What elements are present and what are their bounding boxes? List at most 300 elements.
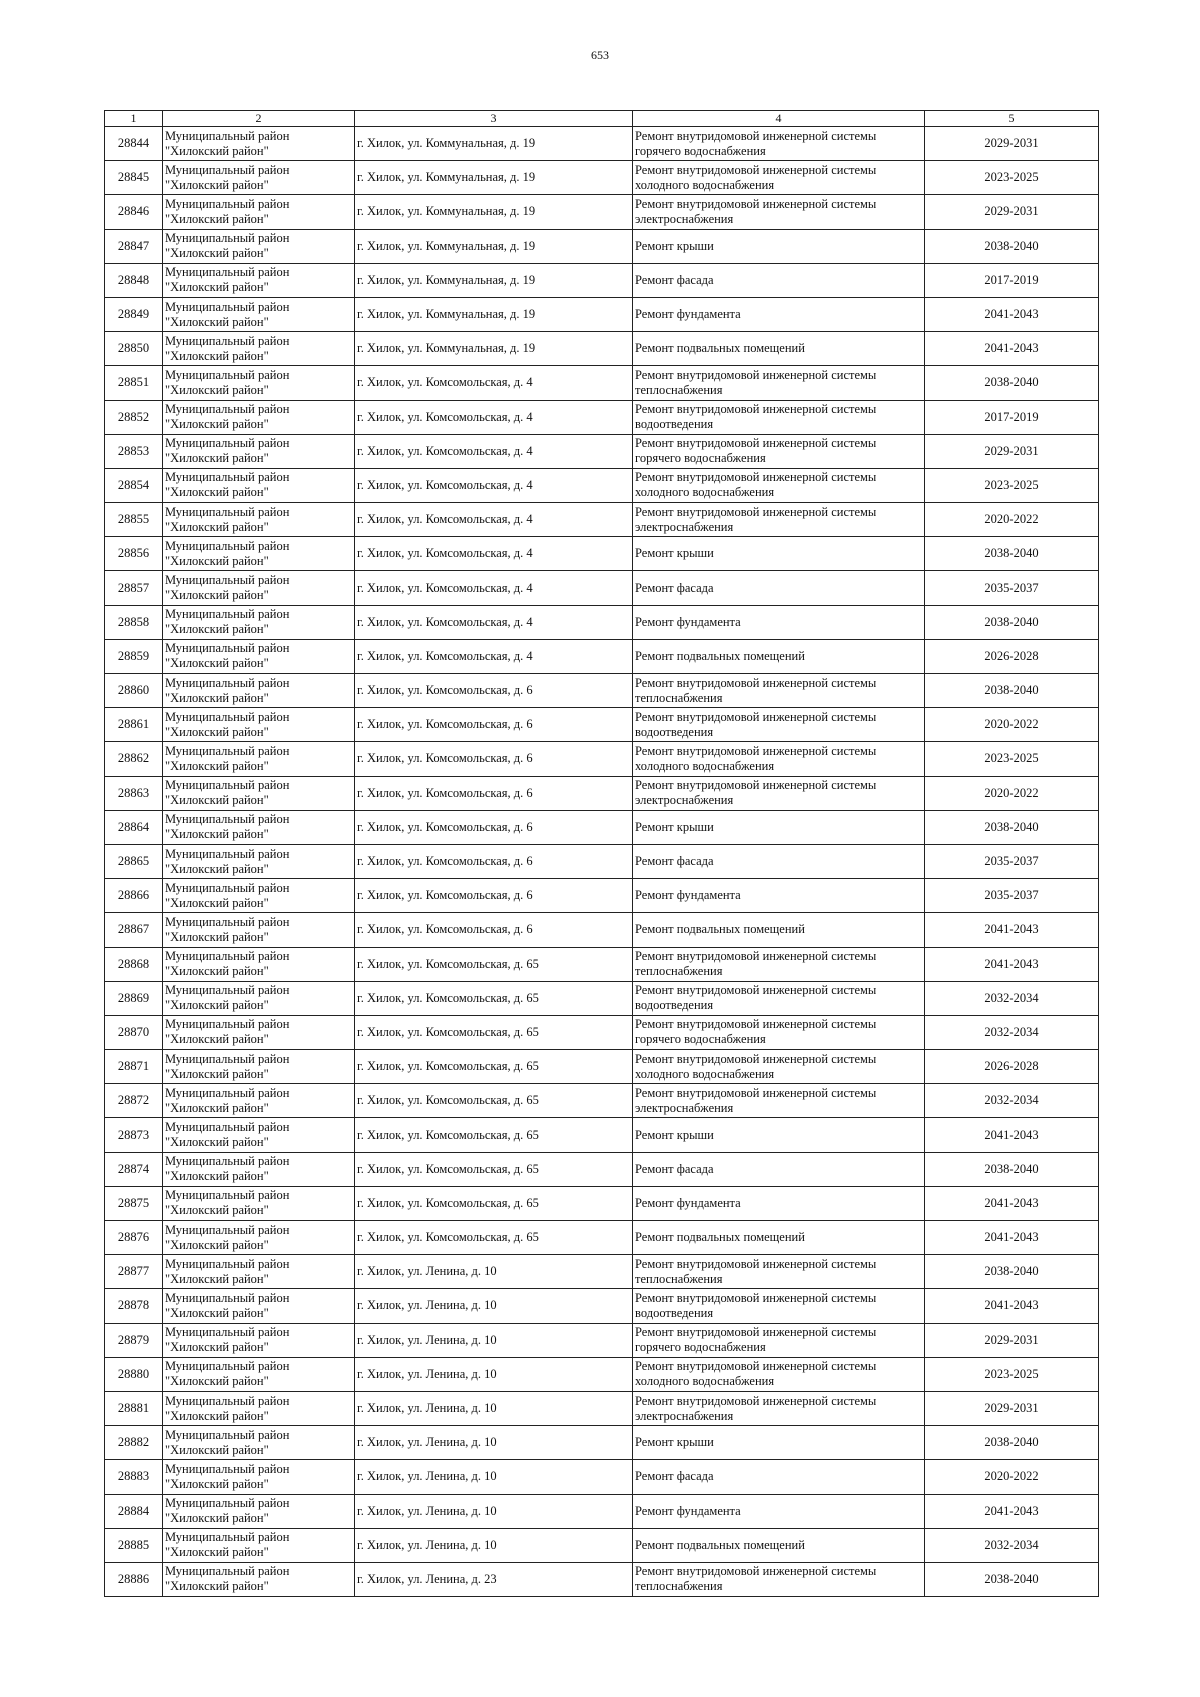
region-line: Муниципальный район (165, 1085, 290, 1100)
row-number: 28873 (105, 1118, 163, 1152)
region-line: "Хилокский район" (165, 211, 269, 226)
work-type-line: Ремонт крыши (635, 238, 714, 253)
work-type-cell (633, 1494, 925, 1528)
work-type-line: Ремонт внутридомовой инженерной системы (635, 470, 877, 485)
work-type-line: холодного водоснабжения (635, 485, 775, 500)
region-line: "Хилокский район" (165, 417, 269, 432)
work-type-cell (633, 571, 925, 605)
work-type-line: Ремонт внутридомовой инженерной системы (635, 504, 877, 519)
table-row (105, 639, 1099, 673)
work-type-line: Ремонт внутридомовой инженерной системы (635, 983, 877, 998)
period-cell: 2035-2037 (925, 571, 1099, 605)
work-type-line: теплоснабжения (635, 1579, 723, 1594)
row-number: 28880 (105, 1357, 163, 1391)
region-cell (163, 127, 355, 161)
row-number: 28870 (105, 1015, 163, 1049)
work-type-line: горячего водоснабжения (635, 1340, 766, 1355)
work-type-line: Ремонт внутридомовой инженерной системы (635, 196, 877, 211)
table-row (105, 1050, 1099, 1084)
row-number: 28877 (105, 1255, 163, 1289)
work-type-line: Ремонт внутридомовой инженерной системы (635, 675, 877, 690)
address-cell: г. Хилок, ул. Комсомольская, д. 6 (355, 776, 633, 810)
region-line: "Хилокский район" (165, 622, 269, 637)
work-type-cell (633, 332, 925, 366)
work-type-line: Ремонт внутридомовой инженерной системы (635, 743, 877, 758)
region-cell (163, 1494, 355, 1528)
region-line: "Хилокский район" (165, 1271, 269, 1286)
region-cell (163, 1186, 355, 1220)
period-cell: 2041-2043 (925, 913, 1099, 947)
period-cell: 2023-2025 (925, 1357, 1099, 1391)
region-line: Муниципальный район (165, 641, 290, 656)
work-type-line: Ремонт внутридомовой инженерной системы (635, 709, 877, 724)
row-number: 28869 (105, 981, 163, 1015)
period-cell: 2020-2022 (925, 503, 1099, 537)
period-cell: 2041-2043 (925, 1221, 1099, 1255)
work-type-line: электроснабжения (635, 519, 734, 534)
work-type-line: Ремонт внутридомовой инженерной системы (635, 436, 877, 451)
row-number: 28847 (105, 229, 163, 263)
table-row (105, 297, 1099, 331)
work-type-line: Ремонт фасада (635, 1161, 714, 1176)
period-cell: 2041-2043 (925, 332, 1099, 366)
period-cell: 2023-2025 (925, 742, 1099, 776)
work-type-cell (633, 1118, 925, 1152)
region-cell (163, 571, 355, 605)
region-line: Муниципальный район (165, 1051, 290, 1066)
column-number-row (105, 111, 1099, 127)
region-cell (163, 1323, 355, 1357)
work-type-cell (633, 1050, 925, 1084)
region-line: Муниципальный район (165, 949, 290, 964)
period-cell: 2029-2031 (925, 1391, 1099, 1425)
work-type-cell (633, 1391, 925, 1425)
region-line: Муниципальный район (165, 778, 290, 793)
work-type-line: Ремонт крыши (635, 1435, 714, 1450)
period-cell: 2038-2040 (925, 1152, 1099, 1186)
address-cell: г. Хилок, ул. Коммунальная, д. 19 (355, 332, 633, 366)
work-type-line: Ремонт подвальных помещений (635, 1537, 805, 1552)
row-number: 28874 (105, 1152, 163, 1186)
address-cell: г. Хилок, ул. Ленина, д. 10 (355, 1391, 633, 1425)
row-number: 28848 (105, 263, 163, 297)
region-cell (163, 1015, 355, 1049)
period-cell: 2035-2037 (925, 879, 1099, 913)
work-type-line: теплоснабжения (635, 382, 723, 397)
work-type-cell (633, 605, 925, 639)
address-cell: г. Хилок, ул. Ленина, д. 10 (355, 1289, 633, 1323)
address-cell: г. Хилок, ул. Комсомольская, д. 4 (355, 434, 633, 468)
region-line: Муниципальный район (165, 880, 290, 895)
period-cell: 2038-2040 (925, 366, 1099, 400)
address-cell: г. Хилок, ул. Комсомольская, д. 65 (355, 947, 633, 981)
work-type-line: Ремонт подвальных помещений (635, 1230, 805, 1245)
address-cell: г. Хилок, ул. Комсомольская, д. 65 (355, 1152, 633, 1186)
region-line: "Хилокский район" (165, 1511, 269, 1526)
region-line: Муниципальный район (165, 1530, 290, 1545)
work-type-cell (633, 708, 925, 742)
period-cell: 2038-2040 (925, 605, 1099, 639)
region-cell (163, 708, 355, 742)
column-header-4: 4 (633, 111, 925, 127)
region-line: Муниципальный район (165, 812, 290, 827)
period-cell: 2038-2040 (925, 1255, 1099, 1289)
row-number: 28850 (105, 332, 163, 366)
address-cell: г. Хилок, ул. Комсомольская, д. 65 (355, 1186, 633, 1220)
work-type-line: Ремонт фундамента (635, 614, 741, 629)
row-number: 28865 (105, 844, 163, 878)
work-type-line: Ремонт фасада (635, 580, 714, 595)
region-cell (163, 810, 355, 844)
work-type-cell (633, 742, 925, 776)
row-number: 28881 (105, 1391, 163, 1425)
region-cell (163, 1084, 355, 1118)
table-row (105, 434, 1099, 468)
table-row (105, 571, 1099, 605)
region-line: "Хилокский район" (165, 1066, 269, 1081)
region-line: Муниципальный район (165, 607, 290, 622)
work-type-line: электроснабжения (635, 793, 734, 808)
region-cell (163, 1426, 355, 1460)
table-row (105, 195, 1099, 229)
row-number: 28872 (105, 1084, 163, 1118)
work-type-line: горячего водоснабжения (635, 143, 766, 158)
period-cell: 2032-2034 (925, 981, 1099, 1015)
work-type-line: Ремонт внутридомовой инженерной системы (635, 778, 877, 793)
region-cell (163, 1118, 355, 1152)
column-header-5: 5 (925, 111, 1099, 127)
region-cell (163, 1528, 355, 1562)
region-line: "Хилокский район" (165, 724, 269, 739)
region-line: Муниципальный район (165, 1359, 290, 1374)
table-row (105, 263, 1099, 297)
region-line: Муниципальный район (165, 1393, 290, 1408)
address-cell: г. Хилок, ул. Комсомольская, д. 65 (355, 1221, 633, 1255)
region-line: Муниципальный район (165, 128, 290, 143)
region-line: "Хилокский район" (165, 793, 269, 808)
table-row (105, 127, 1099, 161)
region-cell (163, 503, 355, 537)
period-cell: 2020-2022 (925, 1460, 1099, 1494)
address-cell: г. Хилок, ул. Ленина, д. 10 (355, 1357, 633, 1391)
address-cell: г. Хилок, ул. Комсомольская, д. 4 (355, 366, 633, 400)
work-type-line: Ремонт внутридомовой инженерной системы (635, 1256, 877, 1271)
address-cell: г. Хилок, ул. Комсомольская, д. 65 (355, 1015, 633, 1049)
region-line: Муниципальный район (165, 1222, 290, 1237)
table-row (105, 1323, 1099, 1357)
region-line: Муниципальный район (165, 333, 290, 348)
address-cell: г. Хилок, ул. Комсомольская, д. 4 (355, 537, 633, 571)
table-row (105, 947, 1099, 981)
work-type-cell (633, 913, 925, 947)
region-line: "Хилокский район" (165, 964, 269, 979)
address-cell: г. Хилок, ул. Комсомольская, д. 4 (355, 571, 633, 605)
work-type-line: Ремонт подвальных помещений (635, 341, 805, 356)
region-cell (163, 947, 355, 981)
repair-schedule-table (104, 110, 1099, 1597)
region-line: "Хилокский район" (165, 588, 269, 603)
region-cell (163, 844, 355, 878)
work-type-line: Ремонт фундамента (635, 1195, 741, 1210)
row-number: 28884 (105, 1494, 163, 1528)
region-cell (163, 742, 355, 776)
work-type-cell (633, 1357, 925, 1391)
work-type-line: водоотведения (635, 724, 714, 739)
work-type-cell (633, 127, 925, 161)
address-cell: г. Хилок, ул. Комсомольская, д. 65 (355, 1118, 633, 1152)
period-cell: 2029-2031 (925, 1323, 1099, 1357)
region-line: "Хилокский район" (165, 758, 269, 773)
row-number: 28845 (105, 161, 163, 195)
region-cell (163, 1391, 355, 1425)
period-cell: 2029-2031 (925, 434, 1099, 468)
region-line: Муниципальный район (165, 1427, 290, 1442)
table-row (105, 879, 1099, 913)
region-line: "Хилокский район" (165, 1340, 269, 1355)
region-line: Муниципальный район (165, 1120, 290, 1135)
work-type-cell (633, 844, 925, 878)
address-cell: г. Хилок, ул. Коммунальная, д. 19 (355, 195, 633, 229)
region-cell (163, 468, 355, 502)
region-line: "Хилокский район" (165, 1476, 269, 1491)
work-type-cell (633, 879, 925, 913)
row-number: 28856 (105, 537, 163, 571)
period-cell: 2038-2040 (925, 674, 1099, 708)
address-cell: г. Хилок, ул. Коммунальная, д. 19 (355, 127, 633, 161)
table-row (105, 776, 1099, 810)
row-number: 28882 (105, 1426, 163, 1460)
work-type-line: Ремонт фасада (635, 272, 714, 287)
work-type-line: Ремонт внутридомовой инженерной системы (635, 949, 877, 964)
work-type-line: Ремонт фасада (635, 1469, 714, 1484)
table-row (105, 810, 1099, 844)
table-row (105, 1494, 1099, 1528)
work-type-line: горячего водоснабжения (635, 451, 766, 466)
table-body (105, 127, 1099, 1597)
region-cell (163, 161, 355, 195)
work-type-cell (633, 1221, 925, 1255)
region-cell (163, 879, 355, 913)
table-row (105, 503, 1099, 537)
period-cell: 2041-2043 (925, 947, 1099, 981)
work-type-line: Ремонт внутридомовой инженерной системы (635, 1325, 877, 1340)
table-row (105, 1460, 1099, 1494)
row-number: 28861 (105, 708, 163, 742)
page-number: 653 (591, 48, 609, 62)
row-number: 28868 (105, 947, 163, 981)
work-type-line: Ремонт внутридомовой инженерной системы (635, 1290, 877, 1305)
work-type-line: теплоснабжения (635, 690, 723, 705)
row-number: 28857 (105, 571, 163, 605)
work-type-cell (633, 1323, 925, 1357)
table-row (105, 1357, 1099, 1391)
region-line: Муниципальный район (165, 196, 290, 211)
region-line: "Хилокский район" (165, 895, 269, 910)
region-line: Муниципальный район (165, 538, 290, 553)
address-cell: г. Хилок, ул. Коммунальная, д. 19 (355, 297, 633, 331)
region-line: "Хилокский район" (165, 451, 269, 466)
table-row (105, 537, 1099, 571)
region-line: "Хилокский район" (165, 143, 269, 158)
region-line: Муниципальный район (165, 1188, 290, 1203)
work-type-line: Ремонт крыши (635, 819, 714, 834)
region-line: "Хилокский район" (165, 1237, 269, 1252)
work-type-cell (633, 195, 925, 229)
region-line: Муниципальный район (165, 709, 290, 724)
address-cell: г. Хилок, ул. Комсомольская, д. 4 (355, 400, 633, 434)
region-cell (163, 263, 355, 297)
table-row (105, 674, 1099, 708)
work-type-line: Ремонт внутридомовой инженерной системы (635, 1017, 877, 1032)
work-type-line: электроснабжения (635, 1100, 734, 1115)
region-line: Муниципальный район (165, 299, 290, 314)
work-type-cell (633, 366, 925, 400)
row-number: 28860 (105, 674, 163, 708)
table-row (105, 1289, 1099, 1323)
period-cell: 2032-2034 (925, 1015, 1099, 1049)
address-cell: г. Хилок, ул. Комсомольская, д. 65 (355, 1050, 633, 1084)
table-row (105, 366, 1099, 400)
row-number: 28883 (105, 1460, 163, 1494)
table-row (105, 1118, 1099, 1152)
work-type-line: Ремонт внутридомовой инженерной системы (635, 402, 877, 417)
address-cell: г. Хилок, ул. Комсомольская, д. 6 (355, 879, 633, 913)
period-cell: 2032-2034 (925, 1084, 1099, 1118)
period-cell: 2029-2031 (925, 127, 1099, 161)
work-type-cell (633, 1152, 925, 1186)
region-cell (163, 913, 355, 947)
region-line: "Хилокский район" (165, 998, 269, 1013)
address-cell: г. Хилок, ул. Комсомольская, д. 6 (355, 708, 633, 742)
region-cell (163, 1050, 355, 1084)
region-line: "Хилокский район" (165, 1169, 269, 1184)
region-line: Муниципальный район (165, 914, 290, 929)
region-line: "Хилокский район" (165, 348, 269, 363)
row-number: 28864 (105, 810, 163, 844)
region-line: Муниципальный район (165, 1325, 290, 1340)
period-cell: 2038-2040 (925, 810, 1099, 844)
address-cell: г. Хилок, ул. Комсомольская, д. 6 (355, 674, 633, 708)
region-cell (163, 229, 355, 263)
work-type-cell (633, 434, 925, 468)
region-line: Муниципальный район (165, 265, 290, 280)
region-line: "Хилокский район" (165, 1374, 269, 1389)
period-cell: 2041-2043 (925, 1289, 1099, 1323)
region-line: "Хилокский район" (165, 861, 269, 876)
region-line: Муниципальный район (165, 846, 290, 861)
row-number: 28867 (105, 913, 163, 947)
table-row (105, 981, 1099, 1015)
table-row (105, 1528, 1099, 1562)
work-type-line: теплоснабжения (635, 964, 723, 979)
period-cell: 2038-2040 (925, 1562, 1099, 1596)
column-header-3: 3 (355, 111, 633, 127)
table-row (105, 1426, 1099, 1460)
table-row (105, 605, 1099, 639)
table-row (105, 913, 1099, 947)
region-line: Муниципальный район (165, 402, 290, 417)
work-type-line: Ремонт внутридомовой инженерной системы (635, 1564, 877, 1579)
work-type-cell (633, 1186, 925, 1220)
region-line: Муниципальный район (165, 983, 290, 998)
work-type-line: горячего водоснабжения (635, 1032, 766, 1047)
row-number: 28859 (105, 639, 163, 673)
table-row (105, 161, 1099, 195)
region-line: Муниципальный район (165, 1017, 290, 1032)
region-cell (163, 674, 355, 708)
address-cell: г. Хилок, ул. Комсомольская, д. 65 (355, 981, 633, 1015)
region-cell (163, 400, 355, 434)
region-line: Муниципальный район (165, 367, 290, 382)
period-cell: 2041-2043 (925, 1494, 1099, 1528)
row-number: 28862 (105, 742, 163, 776)
work-type-cell (633, 537, 925, 571)
work-type-cell (633, 776, 925, 810)
address-cell: г. Хилок, ул. Коммунальная, д. 19 (355, 229, 633, 263)
region-cell (163, 434, 355, 468)
work-type-cell (633, 1460, 925, 1494)
row-number: 28871 (105, 1050, 163, 1084)
address-cell: г. Хилок, ул. Ленина, д. 23 (355, 1562, 633, 1596)
table-row (105, 708, 1099, 742)
address-cell: г. Хилок, ул. Ленина, д. 10 (355, 1255, 633, 1289)
row-number: 28886 (105, 1562, 163, 1596)
work-type-cell (633, 1528, 925, 1562)
region-cell (163, 981, 355, 1015)
region-line: Муниципальный район (165, 1290, 290, 1305)
period-cell: 2041-2043 (925, 297, 1099, 331)
row-number: 28852 (105, 400, 163, 434)
address-cell: г. Хилок, ул. Комсомольская, д. 6 (355, 844, 633, 878)
region-line: "Хилокский район" (165, 1545, 269, 1560)
region-line: "Хилокский район" (165, 1100, 269, 1115)
table-row (105, 1391, 1099, 1425)
region-line: "Хилокский район" (165, 1032, 269, 1047)
period-cell: 2038-2040 (925, 229, 1099, 263)
work-type-cell (633, 400, 925, 434)
region-cell (163, 639, 355, 673)
work-type-cell (633, 503, 925, 537)
period-cell: 2023-2025 (925, 468, 1099, 502)
address-cell: г. Хилок, ул. Ленина, д. 10 (355, 1460, 633, 1494)
work-type-line: Ремонт крыши (635, 1127, 714, 1142)
work-type-line: Ремонт внутридомовой инженерной системы (635, 128, 877, 143)
work-type-line: Ремонт фундамента (635, 888, 741, 903)
table-row (105, 1186, 1099, 1220)
work-type-line: водоотведения (635, 1305, 714, 1320)
address-cell: г. Хилок, ул. Комсомольская, д. 6 (355, 742, 633, 776)
work-type-cell (633, 161, 925, 195)
address-cell: г. Хилок, ул. Ленина, д. 10 (355, 1426, 633, 1460)
region-line: "Хилокский район" (165, 1408, 269, 1423)
work-type-line: Ремонт внутридомовой инженерной системы (635, 367, 877, 382)
table-row (105, 1015, 1099, 1049)
table-row (105, 468, 1099, 502)
row-number: 28878 (105, 1289, 163, 1323)
table-row (105, 332, 1099, 366)
region-cell (163, 1255, 355, 1289)
region-line: "Хилокский район" (165, 1203, 269, 1218)
work-type-cell (633, 263, 925, 297)
row-number: 28879 (105, 1323, 163, 1357)
region-line: Муниципальный район (165, 504, 290, 519)
work-type-line: Ремонт подвальных помещений (635, 648, 805, 663)
region-line: "Хилокский район" (165, 1442, 269, 1457)
address-cell: г. Хилок, ул. Комсомольская, д. 4 (355, 468, 633, 502)
row-number: 28849 (105, 297, 163, 331)
region-line: Муниципальный район (165, 1256, 290, 1271)
work-type-line: теплоснабжения (635, 1271, 723, 1286)
